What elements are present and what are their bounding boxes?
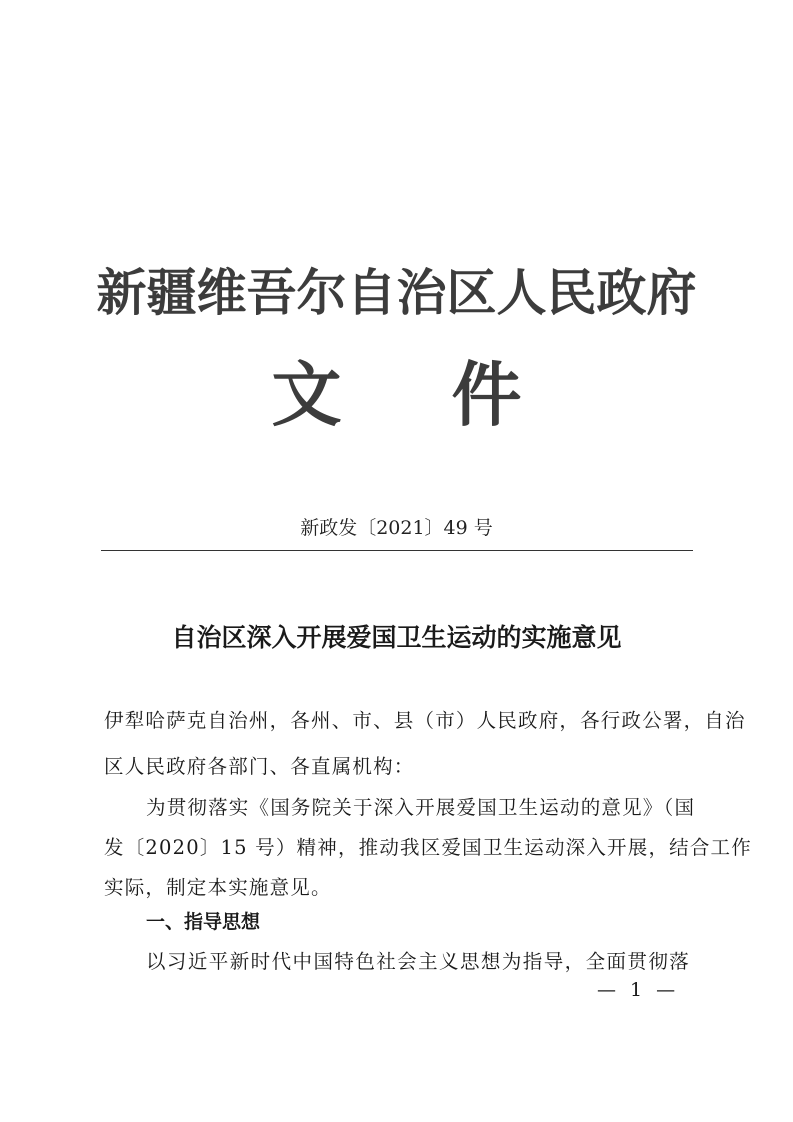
- intro-line-2: 发〔2020〕15 号）精神，推动我区爱国卫生运动深入开展，结合工作: [104, 836, 752, 859]
- header-divider: [101, 550, 693, 551]
- intro-line-1: 为贯彻落实《国务院关于深入开展爱国卫生运动的意见》（国: [146, 796, 696, 819]
- document-number: 新政发〔2021〕49 号: [300, 517, 493, 539]
- section-heading-guiding-ideology: 一、指导思想: [146, 911, 261, 933]
- intro-line-3: 实际，制定本实施意见。: [104, 876, 332, 899]
- addressee-line-1: 伊犁哈萨克自治州，各州、市、县（市）人民政府，各行政公署，自治: [104, 709, 746, 732]
- issuer-name: 新疆维吾尔自治区人民政府: [96, 263, 697, 322]
- document-label: [0, 350, 793, 440]
- document-title: 自治区深入开展爱国卫生运动的实施意见: [171, 623, 622, 652]
- document-label-char-1: 文: [271, 353, 342, 436]
- page-number: — 1 —: [597, 979, 680, 1001]
- section-1-line-1: 以习近平新时代中国特色社会主义思想为指导，全面贯彻落: [146, 950, 690, 973]
- addressee-line-2: 区人民政府各部门、各直属机构：: [104, 755, 415, 778]
- document-label-char-2: 件: [451, 353, 522, 436]
